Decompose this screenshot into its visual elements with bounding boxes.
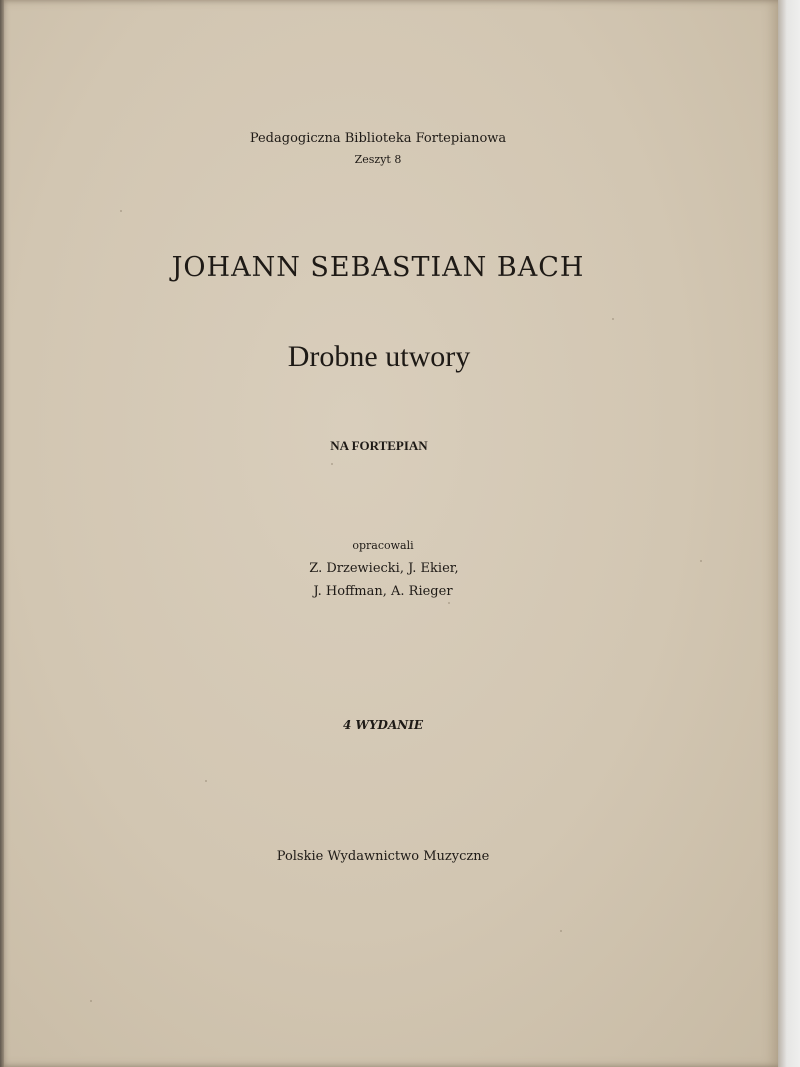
publisher-name: Polskie Wydawnictwo Muzyczne	[276, 849, 490, 864]
paper-speck	[331, 463, 333, 465]
edited-by-label: opracowali	[352, 539, 414, 552]
series-name: Pedagogiczna Biblioteka Fortepianowa	[249, 131, 507, 146]
editors-line-2: J. Hoffman, A. Rieger	[313, 584, 453, 599]
book-subtitle: NA FORTEPIAN	[330, 438, 428, 453]
paper-speck	[560, 930, 562, 932]
paper-speck	[612, 318, 614, 320]
volume-number: Zeszyt 8	[354, 153, 402, 166]
editors-line-1: Z. Drzewiecki, J. Ekier,	[309, 561, 459, 576]
book-title: Drobne utwory	[287, 340, 471, 373]
edition-number: 4 WYDANIE	[342, 718, 423, 732]
paper-speck	[90, 1000, 92, 1002]
paper-speck	[205, 780, 207, 782]
composer-name: JOHANN SEBASTIAN BACH	[171, 252, 585, 283]
paper-speck	[448, 602, 450, 604]
background-strip	[778, 0, 800, 1067]
paper-speck	[120, 210, 122, 212]
